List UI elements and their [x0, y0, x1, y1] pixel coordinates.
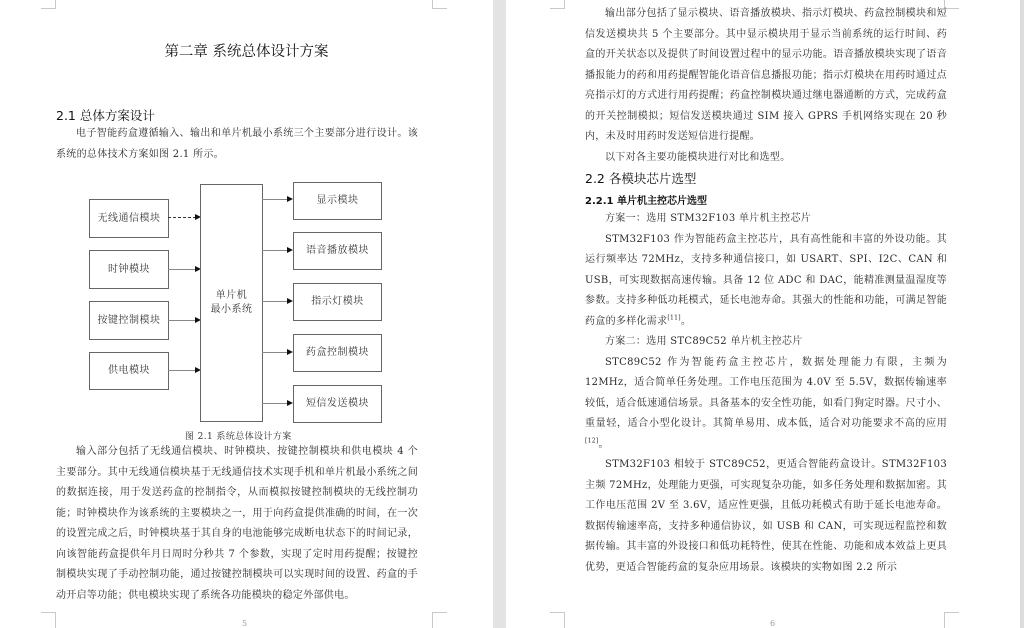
page-corner-mark-bottom-right — [432, 612, 447, 628]
citation-12[interactable]: [12] — [585, 437, 599, 445]
chip-selection-container — [585, 209, 947, 578]
diagram-box-keypad: 按键控制模块 — [89, 301, 169, 340]
diagram-box-wireless: 无线通信模块 — [89, 199, 169, 238]
citation-11[interactable]: [11] — [667, 314, 681, 322]
diagram-box-sms: 短信发送模块 — [293, 385, 382, 423]
option1-paragraph: STM32F103 作为智能药盒主控芯片，具有高性能和丰富的外设功能。其运行频率达 72MHz，支持多种通信接口，如 USART、SPI、I2C、CAN 和 USB，可实现数据高速传输。具备 12 位 ADC 和 DAC，能精准测量温湿度等参数。支持多种低功耗模式，延长电池寿命。其强大的性能和功能，可满足智能药盒的多样化需求 — [585, 233, 947, 327]
connector-display — [262, 199, 288, 200]
system-block-diagram — [0, 0, 493, 440]
subsection-heading-2-2-1: 2.2.1 单片机主控芯片选型 — [585, 196, 707, 207]
option2-paragraph: STC89C52 作为智能药盒主控芯片，数据处理能力有限，主频为 12MHz，适合简单任务处理。工作电压范围为 4.0V 至 5.5V，数据传输速率较低，适合低速通信场景。具备基本的安全性功能，如看门狗定时器。尺寸小、重量轻，适合小型化设计。其简单易用、成本低，适合对功能要求不高的应用 — [585, 356, 947, 429]
page-number: 6 — [770, 619, 776, 628]
connector-pillbox — [262, 352, 288, 353]
comparison-paragraph: STM32F103 相较于 STC89C52，更适合智能药盒设计。STM32F103 主频 72MHz，处理能力更强，可实现复杂功能，如多任务处理和数据加密。其工作电压范围 2V 至 3.6V，适应性更强，且低功耗模式有助于延长电池寿命。数据传输速率高，支持多种通信协议，如 USB 和 CAN，可实现远程监控和数据传输。其丰富的外设接口和低功耗特性，使其在性能、功能和成本效益上更具优势，更适合智能药盒的复杂应用场景。该模块的实物如图 2.2 所示 — [585, 459, 947, 573]
diagram-box-pillbox-control: 药盒控制模块 — [293, 334, 382, 372]
diagram-box-voice: 语音播放模块 — [293, 232, 382, 270]
figure-caption-2-1: 图 2.1 系统总体设计方案 — [185, 432, 292, 442]
connector-keypad — [168, 320, 196, 321]
section-heading-2-2: 2.2 各模块芯片选型 — [585, 171, 697, 186]
mcu-label-line1: 单片机 — [215, 290, 248, 301]
window-scrollbar-edge[interactable] — [1020, 0, 1024, 628]
connector-power — [168, 370, 196, 371]
option2-paragraph-wrapper — [585, 353, 947, 456]
transition-paragraph: 以下对各主要功能模块进行对比和选型。 — [605, 151, 791, 163]
period: 。 — [598, 438, 609, 450]
input-paragraph: 输入部分包括了无线通信模块、时钟模块、按键控制模块和供电模块 4 个主要部分。其中无线通信模块基于无线通信技术实现手机和单片机最小系统之间的数据连接，用于发送药盒的控制指令，从而模拟按键控制模块的无线控制功能；时钟模块作为该系统的主要模块之一，用于向药盒提供准确的时间，在一次的设置完成之后，时钟模块基于其自身的电池能够完成断电状态下的时间记录，向该智能药盒提供年月日周时分秒共 7 个参数，实现了定时用药提醒；按键控制模块实现了手动控制功能，通过按键控制模块可以实现时间的设置、药盒的手动开启等功能；供电模块实现了系统各功能模块的稳定外部供电。 — [56, 446, 418, 601]
connector-voice — [262, 250, 288, 251]
input-paragraph-container — [56, 442, 418, 606]
mcu-label-line2: 最小系统 — [210, 304, 253, 315]
document-page-5 — [0, 0, 493, 628]
section-heading-2-1: 2.1 总体方案设计 — [56, 108, 155, 123]
page-corner-mark-bottom-right — [944, 612, 959, 628]
dashed-connector-wireless — [168, 217, 196, 218]
connector-indicator — [262, 301, 288, 302]
diagram-box-mcu — [200, 184, 263, 422]
document-page-6 — [506, 0, 1020, 628]
connector-sms — [262, 403, 288, 404]
intro-paragraph: 电子智能药盒遵循输入、输出和单片机最小系统三个主要部分进行设计。该系统的总体技术方案如图 2.1 所示。 — [56, 128, 418, 160]
option1-title: 方案一：选用 STM32F103 单片机主控芯片 — [605, 213, 812, 224]
option2-title: 方案二：选用 STC89C52 单片机主控芯片 — [605, 336, 803, 347]
diagram-box-power: 供电模块 — [89, 352, 169, 390]
page-corner-mark-bottom-left — [550, 612, 565, 628]
page-number: 5 — [242, 619, 248, 628]
chapter-title: 第二章 系统总体设计方案 — [164, 44, 329, 60]
connector-clock — [168, 269, 196, 270]
period: 。 — [680, 315, 692, 327]
diagram-box-indicator: 指示灯模块 — [293, 283, 382, 321]
output-paragraph: 输出部分包括了显示模块、语音播放模块、指示灯模块、药盒控制模块和短信发送模块共 5 个主要部分。其中显示模块用于显示当前系统的运行时间、药盒的开关状态以及提供了时间设置过程中的显示功能。语音播放模块实现了语音播报能力的药和用药提醒智能化语音信息播报功能；指示灯模块在用药时通过点亮指示灯的方式进行用药提醒；药盒控制模块通过继电器通断的方式，完成药盒的开关控制模拟；短信发送模块通过 SIM 接入 GPRS 手机网络实现在 20 秒内，未及时用药时发送短信进行提醒。 — [585, 8, 947, 142]
diagram-box-display: 显示模块 — [293, 182, 382, 220]
output-section-container — [585, 4, 947, 168]
diagram-box-clock: 时钟模块 — [89, 250, 169, 289]
page-corner-mark-top-left — [550, 0, 565, 9]
option1-paragraph-wrapper — [585, 230, 947, 333]
page-corner-mark-bottom-left — [41, 612, 56, 628]
